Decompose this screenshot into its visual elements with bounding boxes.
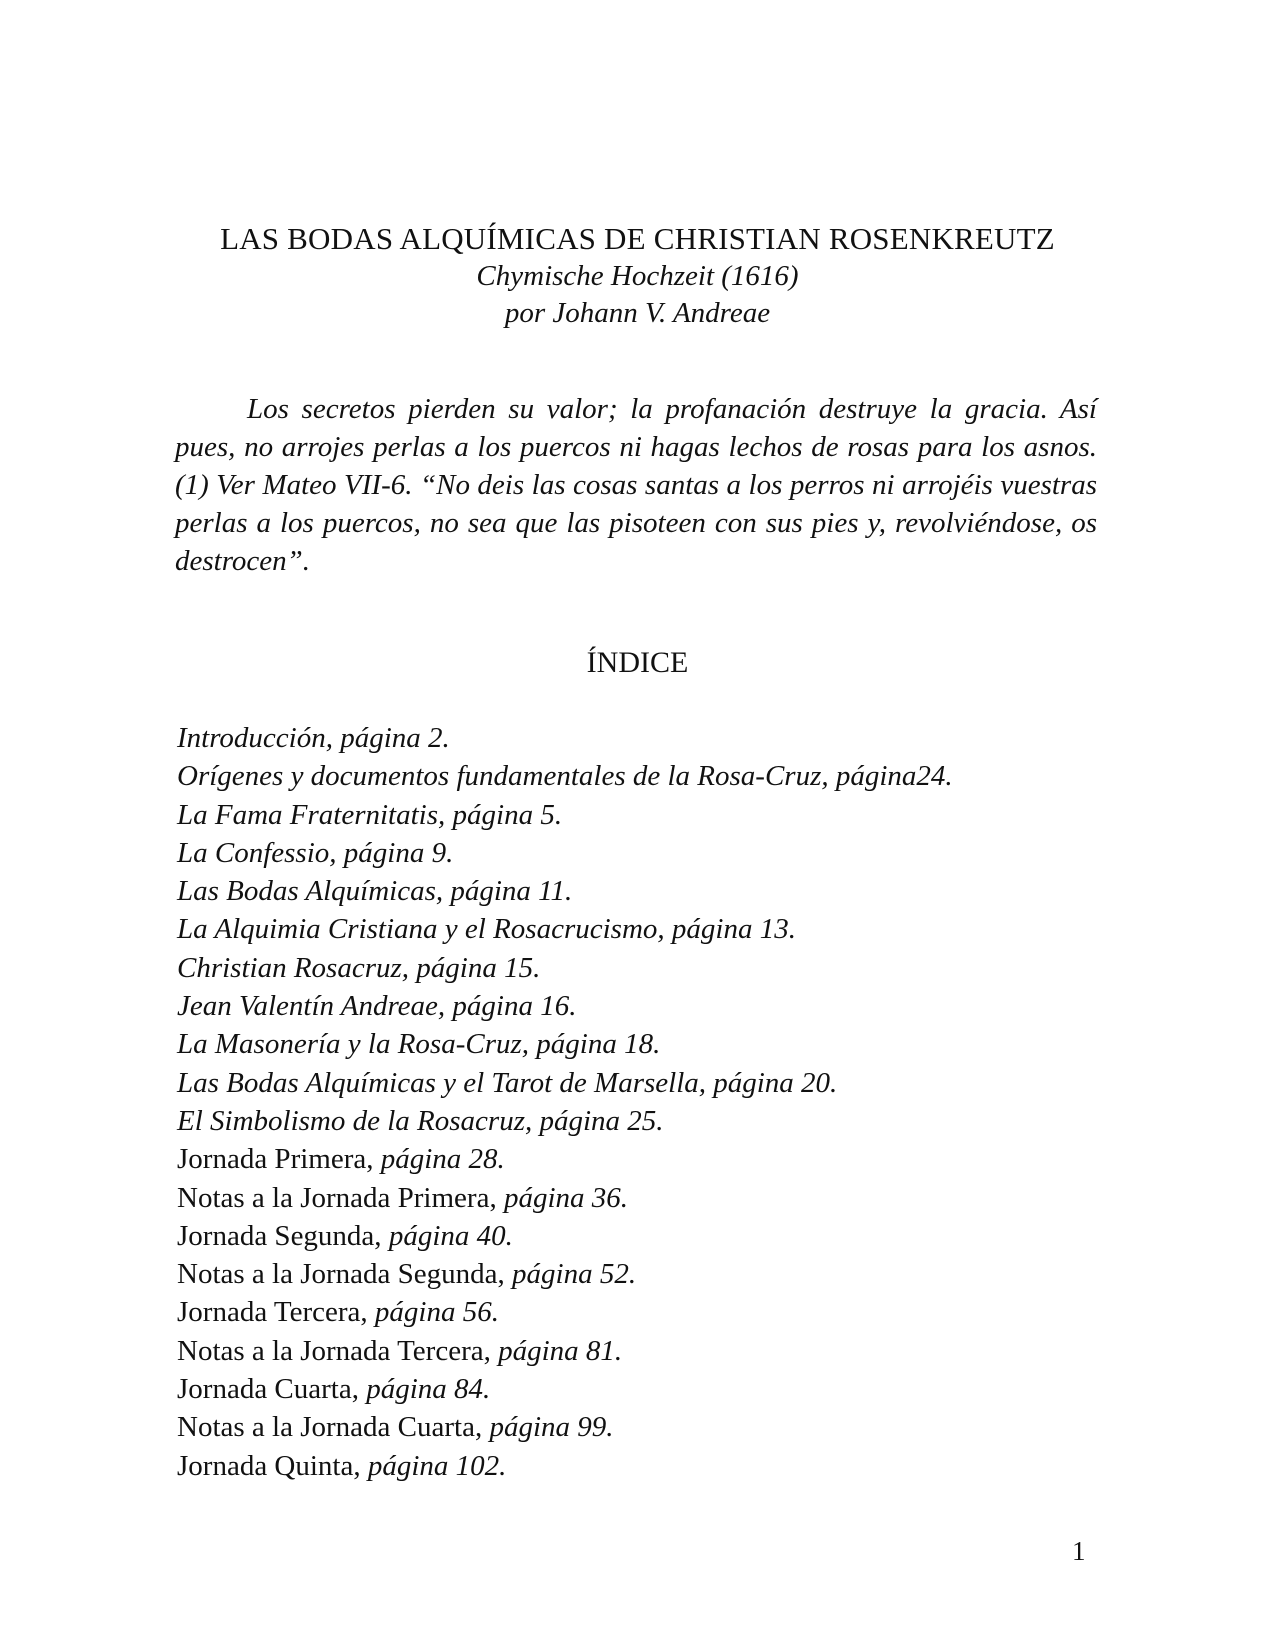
toc-entry: Jean Valentín Andreae, página 16.	[177, 990, 577, 1023]
toc-entry: El Simbolismo de la Rosacruz, página 25.	[177, 1104, 664, 1137]
table-of-contents	[177, 719, 1117, 1485]
toc-entry-page: página 84.	[359, 1373, 491, 1406]
toc-entry: Introducción, página 2.	[177, 722, 450, 754]
toc-entry-title: Jornada Tercera,	[177, 1296, 368, 1329]
toc-entry	[177, 1293, 1117, 1331]
page-number: 1	[1072, 1536, 1086, 1566]
toc-entry	[177, 1179, 1117, 1217]
document-header	[0, 220, 1275, 332]
toc-entry	[177, 1140, 1117, 1178]
toc-entry-page: página 102.	[360, 1449, 507, 1482]
toc-entry-page: página 28.	[373, 1143, 505, 1176]
toc-entry-page: página 56.	[367, 1296, 499, 1329]
toc-entry-title: Notas a la Jornada Cuarta,	[177, 1411, 483, 1444]
epigraph: Los secretos pierden su valor; la profanación destruye la gracia. Así pues, no arrojes perlas a los puercos ni hagas lechos de rosas para los asnos.(1) Ver Mateo VII-6. “No deis las cosas santas a los perros ni arrojéis vuestras perlas a los puercos, no sea que las pisoteen con sus pies y, revolviéndose, os destrocen”.	[175, 393, 1097, 577]
toc-entry-title: Jornada Primera,	[177, 1143, 374, 1176]
toc-entry-page: página 99.	[482, 1411, 614, 1444]
toc-entry-page: página 81.	[490, 1334, 623, 1367]
toc-entry	[177, 1370, 1117, 1408]
toc-entry-title: Notas a la Jornada Tercera,	[177, 1334, 491, 1367]
toc-entry-title: Jornada Segunda,	[177, 1219, 382, 1252]
toc-entry-page: página 52.	[504, 1258, 637, 1291]
toc-entry: La Alquimia Cristiana y el Rosacrucismo, página 13.	[177, 913, 796, 946]
toc-entry-title: Jornada Quinta,	[177, 1449, 361, 1482]
toc-entry-title: Jornada Cuarta,	[177, 1373, 359, 1406]
toc-entry-page: página 40.	[381, 1219, 513, 1252]
toc-entry: Orígenes y documentos fundamentales de la Rosa-Cruz, página24.	[177, 760, 953, 793]
toc-entry: Christian Rosacruz, página 15.	[177, 951, 541, 984]
toc-entry-page: página 36.	[496, 1181, 629, 1214]
toc-entry	[177, 1332, 1117, 1370]
toc-entry	[177, 1408, 1117, 1446]
index-heading: ÍNDICE	[586, 646, 689, 679]
document-title: LAS BODAS ALQUÍMICAS DE CHRISTIAN ROSENKREUTZ	[220, 221, 1055, 256]
toc-entry-title: Notas a la Jornada Primera,	[177, 1181, 497, 1214]
document-subtitle: Chymische Hochzeit (1616)	[476, 260, 799, 292]
toc-entry: Las Bodas Alquímicas y el Tarot de Marsella, página 20.	[177, 1066, 838, 1099]
toc-entry	[177, 1255, 1117, 1293]
document-author: por Johann V. Andreae	[504, 297, 771, 329]
toc-entry: La Fama Fraternitatis, página 5.	[177, 798, 563, 831]
toc-entry	[177, 1217, 1117, 1255]
toc-entry: La Confessio, página 9.	[177, 836, 454, 869]
toc-entry: Las Bodas Alquímicas, página 11.	[177, 875, 573, 908]
toc-entry	[177, 1447, 1117, 1485]
toc-entry-title: Notas a la Jornada Segunda,	[177, 1258, 505, 1291]
toc-entry: La Masonería y la Rosa-Cruz, página 18.	[177, 1028, 661, 1061]
